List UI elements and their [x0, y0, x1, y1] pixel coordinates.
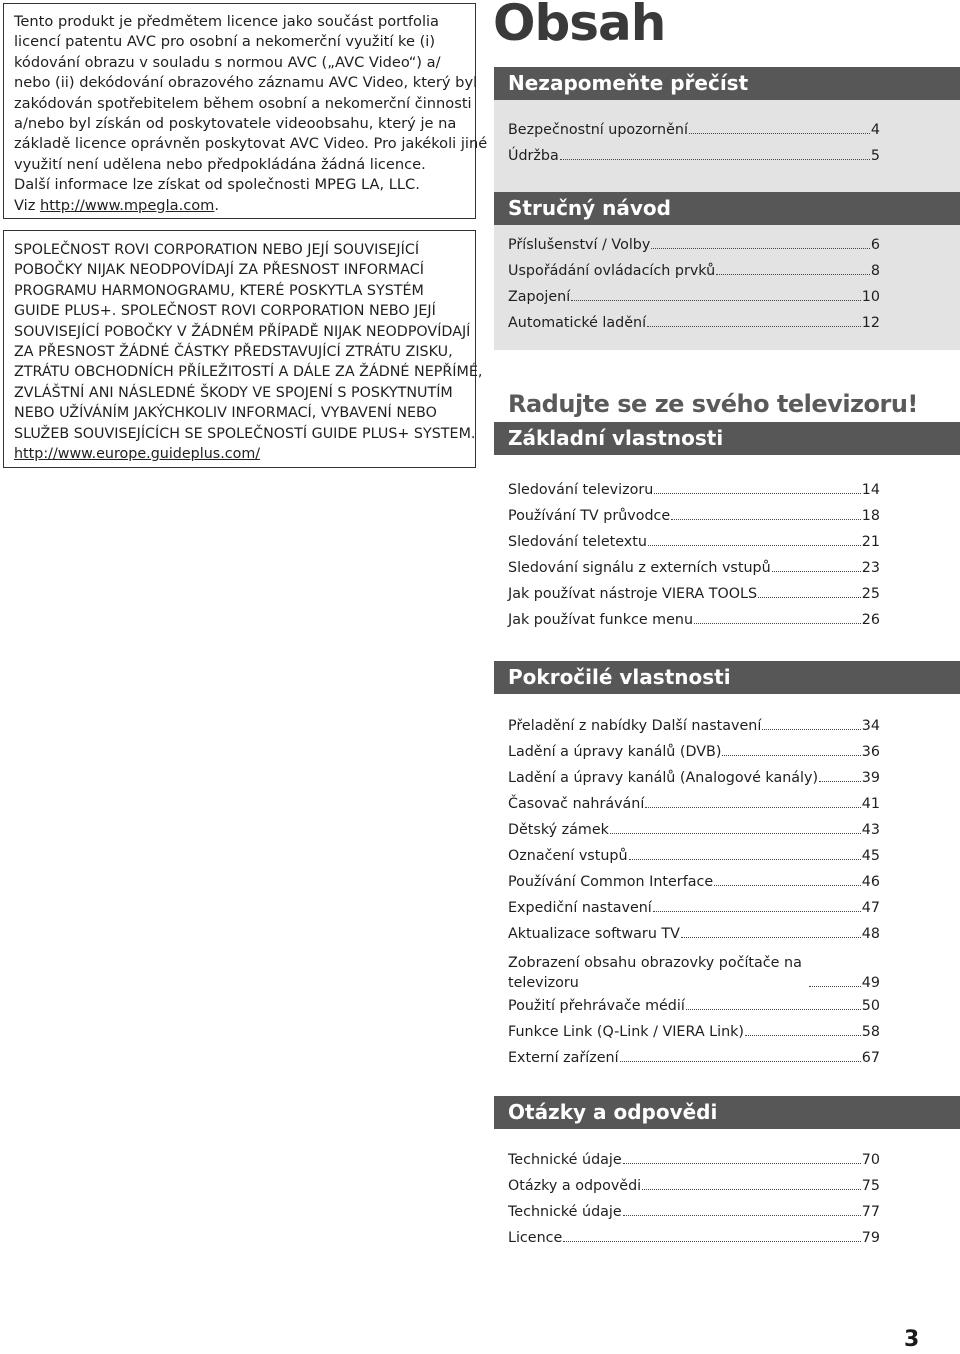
license-line: a/nebo byl získán od poskytovatele videoobsahu, který je na [14, 115, 457, 133]
toc-page: 6 [870, 237, 880, 253]
toc-label: Aktualizace softwaru TV [508, 926, 680, 942]
toc-list-otazky [508, 1147, 880, 1251]
toc-item[interactable] [508, 791, 880, 817]
leader-dots [610, 833, 861, 834]
license-line: využití není udělena nebo předpokládána žádná licence. [14, 155, 426, 173]
toc-page: 21 [861, 534, 880, 550]
toc-item[interactable] [508, 1019, 880, 1045]
license-line: kódování obrazu v souladu s normou AVC („AVC Video“) a/ [14, 53, 441, 71]
toc-item[interactable] [508, 1045, 880, 1071]
toc-page: 45 [861, 848, 880, 864]
toc-page: 10 [861, 289, 880, 305]
toc-page: 79 [861, 1230, 880, 1246]
toc-page: 8 [870, 263, 880, 279]
toc-item[interactable] [508, 1147, 880, 1173]
avc-license-notice [3, 3, 488, 219]
toc-label: Bezpečnostní upozornění [508, 122, 688, 138]
leader-dots [714, 885, 861, 886]
toc-label: Expediční nastavení [508, 900, 652, 916]
rovi-line: PROGRAMU HARMONOGRAMU, KTERÉ POSKYTLA SYSTÉM [14, 282, 424, 299]
leader-dots [809, 986, 861, 987]
license-link-prefix: Viz [14, 196, 41, 214]
toc-label: Přeladění z nabídky Další nastavení [508, 718, 762, 734]
toc-item[interactable] [508, 817, 880, 843]
toc-label: Sledování teletextu [508, 534, 647, 550]
toc-label: Otázky a odpovědi [508, 1178, 642, 1194]
toc-label: Automatické ladění [508, 315, 647, 331]
rovi-line: ZTRÁTU OBCHODNÍCH PŘÍLEŽITOSTÍ A DÁLE ZA ŽÁDNÉ NEPŘÍMÉ, [14, 364, 483, 381]
toc-label: Zobrazení obsahu obrazovky počítače na televizoru [508, 955, 802, 991]
leader-dots [762, 729, 860, 730]
toc-label: Ladění a úpravy kanálů (DVB) [508, 744, 722, 760]
toc-item[interactable] [508, 117, 880, 143]
toc-label: Jak používat funkce menu [508, 612, 694, 628]
toc-label: Externí zařízení [508, 1050, 619, 1066]
toc-label: Technické údaje [508, 1204, 622, 1220]
toc-page: 47 [861, 900, 880, 916]
toc-page: 4 [870, 122, 880, 138]
toc-label: Údržba [508, 148, 559, 164]
toc-list-strucny [508, 232, 880, 336]
leader-dots [642, 1189, 861, 1190]
leader-dots [560, 159, 870, 160]
license-line: základě licence oprávněn poskytovat AVC Video. Pro jakékoli jiné [14, 135, 488, 153]
rovi-line: NEBO UŽÍVÁNÍM JAKÝCHKOLIV INFORMACÍ, VYBAVENÍ NEBO [14, 405, 437, 422]
section-header-nezapomente: Nezapomeňte přečíst [494, 67, 960, 100]
rovi-line: SOUVISEJÍCÍ POBOČKY V ŽÁDNÉM PŘÍPADĚ NIJAK NEODPOVÍDAJÍ [14, 323, 471, 340]
toc-item[interactable] [508, 232, 880, 258]
toc-page: 25 [861, 586, 880, 602]
toc-label: Uspořádání ovládacích prvků [508, 263, 716, 279]
toc-label: Sledování televizoru [508, 482, 654, 498]
toc-label: Licence [508, 1230, 563, 1246]
toc-item[interactable] [508, 284, 880, 310]
leader-dots [671, 519, 861, 520]
toc-page: 23 [861, 560, 880, 576]
leader-dots [623, 1163, 861, 1164]
leader-dots [819, 781, 861, 782]
leader-dots [758, 597, 861, 598]
toc-item[interactable] [508, 895, 880, 921]
toc-label: Označení vstupů [508, 848, 628, 864]
leader-dots [623, 1215, 861, 1216]
toc-page: 50 [861, 998, 880, 1014]
toc-label: Časovač nahrávání [508, 796, 645, 812]
rovi-line: GUIDE PLUS+. SPOLEČNOST ROVI CORPORATION NEBO JEJÍ [14, 303, 436, 320]
guideplus-link[interactable]: http://www.europe.guideplus.com/ [14, 446, 261, 463]
toc-item[interactable] [508, 921, 880, 947]
toc-page: 46 [861, 874, 880, 890]
toc-page: 36 [861, 744, 880, 760]
section-header-zakladni: Základní vlastnosti [494, 422, 960, 455]
license-line: zakódován spotřebitelem během osobní a nekomerční činnosti [14, 94, 472, 112]
rovi-line: ZVLÁŠTNÍ ANI NÁSLEDNÉ ŠKODY VE SPOJENÍ S POSKYTNUTÍM [14, 384, 453, 401]
toc-page: 75 [861, 1178, 880, 1194]
toc-item[interactable] [508, 258, 880, 284]
toc-label: Technické údaje [508, 1152, 622, 1168]
leader-dots [689, 133, 870, 134]
license-link-line [14, 196, 465, 216]
toc-list-nezapomente [508, 117, 880, 169]
rovi-disclaimer [3, 230, 483, 468]
toc-page: 43 [861, 822, 880, 838]
contents-title: Obsah [493, 0, 666, 52]
mpegla-link[interactable]: http://www.mpegla.com [40, 196, 215, 214]
toc-page: 41 [861, 796, 880, 812]
leader-dots [645, 807, 860, 808]
radujte-subtitle: Radujte se ze svého televizoru! [508, 390, 918, 418]
leader-dots [648, 545, 861, 546]
section-header-strucny: Stručný návod [494, 192, 960, 225]
toc-label: Dětský zámek [508, 822, 609, 838]
leader-dots [571, 300, 861, 301]
toc-page: 34 [861, 718, 880, 734]
toc-page: 5 [870, 148, 880, 164]
leader-dots [629, 859, 861, 860]
toc-item[interactable] [508, 869, 880, 895]
toc-item[interactable] [508, 477, 880, 503]
toc-item[interactable] [508, 555, 880, 581]
toc-item[interactable] [508, 765, 880, 791]
toc-label: Jak používat nástroje VIERA TOOLS [508, 586, 758, 602]
toc-page: 14 [861, 482, 880, 498]
toc-item[interactable] [508, 713, 880, 739]
toc-item[interactable] [508, 843, 880, 869]
leader-dots [694, 623, 861, 624]
leader-dots [686, 1009, 861, 1010]
toc-item[interactable] [508, 739, 880, 765]
toc-page: 26 [861, 612, 880, 628]
toc-item[interactable] [508, 993, 880, 1019]
leader-dots [651, 248, 870, 249]
license-line: nebo (ii) dekódování obrazového záznamu AVC Video, který byl [14, 74, 478, 92]
toc-item[interactable] [508, 581, 880, 607]
toc-page: 12 [861, 315, 880, 331]
section-header-pokrocile: Pokročilé vlastnosti [494, 661, 960, 694]
toc-list-pokrocile [508, 713, 880, 1071]
toc-label: Příslušenství / Volby [508, 237, 651, 253]
toc-page: 67 [861, 1050, 880, 1066]
toc-item[interactable] [508, 947, 880, 993]
rovi-line: ZA PŘESNOST ŽÁDNÉ ČÁSTKY PŘEDSTAVUJÍCÍ ZTRÁTU ZISKU, [14, 344, 453, 361]
leader-dots [647, 326, 861, 327]
toc-item[interactable] [508, 607, 880, 633]
license-line: licencí patentu AVC pro osobní a nekomerční využití ke (i) [14, 33, 436, 51]
license-text [14, 12, 488, 216]
toc-page: 49 [861, 975, 880, 991]
toc-item[interactable] [508, 1199, 880, 1225]
leader-dots [654, 493, 861, 494]
license-link-suffix: . [214, 196, 220, 214]
toc-item[interactable] [508, 529, 880, 555]
toc-label: Zapojení [508, 289, 571, 305]
license-line: Tento produkt je předmětem licence jako součást portfolia [14, 13, 439, 30]
toc-page: 48 [861, 926, 880, 942]
toc-label: Používání Common Interface [508, 874, 714, 890]
toc-page: 39 [861, 770, 880, 786]
toc-label: Použití přehrávače médií [508, 998, 685, 1014]
toc-item[interactable] [508, 310, 880, 336]
license-line: Další informace lze získat od společnosti MPEG LA, LLC. [14, 176, 420, 194]
rovi-line: SLUŽEB SOUVISEJÍCÍCH SE SPOLEČNOSTÍ GUIDE PLUS+ SYSTEM. [14, 425, 476, 442]
toc-page: 58 [861, 1024, 880, 1040]
toc-list-zakladni [508, 477, 880, 633]
toc-item[interactable] [508, 1173, 880, 1199]
toc-label: Funkce Link (Q-Link / VIERA Link) [508, 1024, 745, 1040]
page-number: 3 [904, 1327, 920, 1352]
toc-page: 70 [861, 1152, 880, 1168]
leader-dots [745, 1035, 861, 1036]
leader-dots [620, 1061, 861, 1062]
leader-dots [772, 571, 861, 572]
section-header-otazky: Otázky a odpovědi [494, 1096, 960, 1129]
rovi-line: SPOLEČNOST ROVI CORPORATION NEBO JEJÍ SOUVISEJÍCÍ [14, 242, 420, 258]
toc-label: Ladění a úpravy kanálů (Analogové kanály) [508, 770, 819, 786]
leader-dots [681, 937, 861, 938]
toc-item[interactable] [508, 503, 880, 529]
leader-dots [563, 1241, 860, 1242]
toc-label: Sledování signálu z externích vstupů [508, 560, 771, 576]
toc-page: 18 [861, 508, 880, 524]
toc-item[interactable] [508, 143, 880, 169]
rovi-line: POBOČKY NIJAK NEODPOVÍDAJÍ ZA PŘESNOST INFORMACÍ [14, 262, 424, 279]
rovi-text [14, 240, 483, 464]
toc-label: Používání TV průvodce [508, 508, 671, 524]
leader-dots [653, 911, 861, 912]
leader-dots [722, 755, 860, 756]
toc-page: 77 [861, 1204, 880, 1220]
leader-dots [716, 274, 870, 275]
toc-item[interactable] [508, 1225, 880, 1251]
